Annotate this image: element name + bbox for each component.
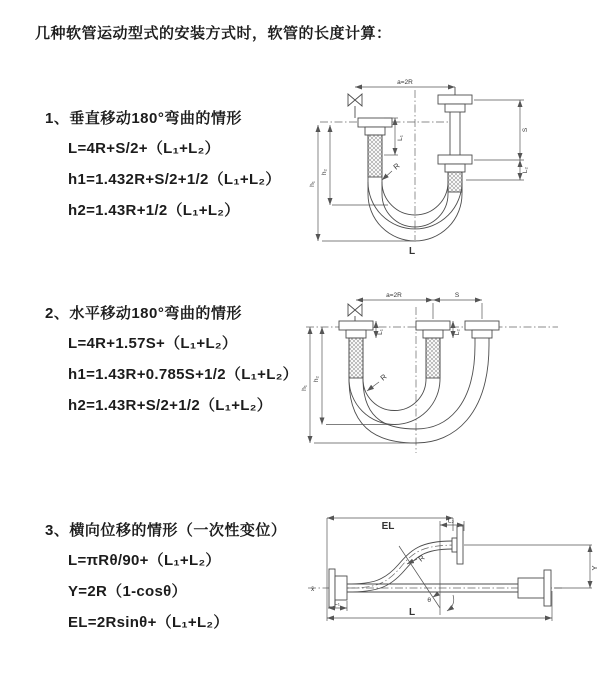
- dim-l: L: [408, 607, 416, 618]
- braided-hose-middle: [426, 338, 440, 378]
- dim-s: S: [454, 292, 460, 299]
- middle-fitting: [416, 321, 450, 330]
- right-fitting-upper: [438, 95, 472, 104]
- hose-assembly: [348, 87, 472, 241]
- dim-l2: L₂: [522, 166, 529, 174]
- diagram-lateral-displacement: [300, 505, 600, 633]
- radius-label: R: [416, 553, 427, 564]
- dim-h2: h₂: [313, 375, 320, 383]
- hose-assembly: [339, 304, 499, 443]
- dim-l1: L₁: [397, 135, 404, 141]
- hose-bend-outer: [349, 379, 440, 425]
- dim-y: Y: [590, 565, 599, 571]
- radius-label: R: [391, 161, 402, 172]
- dimension-lines: [301, 292, 482, 443]
- section-3-formula-EL: EL=2Rsinθ+（L₁+L₂）: [68, 614, 229, 631]
- dimension-lines: [309, 79, 529, 257]
- diagram-vertical-180-bend: [298, 72, 558, 262]
- right-flange-original: [544, 570, 551, 606]
- hose-bend-inner: [363, 379, 426, 411]
- left-fitting: [358, 118, 392, 127]
- hose-scurve-upper: [347, 541, 452, 584]
- dim-a-2r: a=2R: [397, 79, 413, 86]
- valve-icon: [348, 94, 362, 106]
- section-2-formula-h2: h2=1.43R+S/2+1/2（L₁+L₂）: [68, 397, 273, 414]
- section-lateral-displacement: [45, 519, 286, 642]
- braided-hose-right: [448, 172, 462, 192]
- length-label: L: [408, 246, 416, 257]
- hose-scurve-lower: [347, 549, 452, 592]
- braided-hose-left: [349, 338, 363, 378]
- dim-l2: L₂: [454, 328, 461, 336]
- section-horizontal-movement: [45, 302, 298, 425]
- section-3-formula-L: L=πRθ/90+（L₁+L₂）: [68, 552, 221, 569]
- dim-a-2r: a=2R: [386, 292, 402, 299]
- dim-s: S: [522, 127, 529, 133]
- page-title: 几种软管运动型式的安装方式时，软管的长度计算：: [35, 25, 392, 42]
- section-2-heading: 2、水平移动180°弯曲的情形: [45, 305, 242, 322]
- section-3-heading: 3、横向位移的情形（一次性变位）: [45, 522, 287, 539]
- dim-l1: L₁: [377, 329, 384, 335]
- dim-l1: L₁: [334, 600, 340, 607]
- section-3-formula-Y: Y=2R（1-cosθ）: [68, 583, 187, 600]
- section-2-formula-L: L=4R+1.57S+（L₁+L₂）: [68, 335, 238, 352]
- section-1-formula-h1: h1=1.432R+S/2+1/2（L₁+L₂）: [68, 171, 281, 188]
- valve-icon: [348, 304, 362, 316]
- dim-el: EL: [381, 521, 395, 532]
- hose-bend-moved-outer: [349, 345, 489, 443]
- dim-l2: L₂: [447, 517, 455, 525]
- dimension-lines: [311, 518, 599, 622]
- section-vertical-movement: [45, 107, 281, 230]
- right-fitting-original: [518, 578, 544, 598]
- right-fitting-lower: [438, 155, 472, 164]
- axis-mark: x̄: [311, 586, 315, 593]
- hose-bend-moved-inner: [363, 345, 475, 429]
- section-1-formula-h2: h2=1.43R+1/2（L₁+L₂）: [68, 202, 240, 219]
- braided-hose-left: [368, 135, 382, 177]
- dim-h1: h₁: [301, 385, 308, 391]
- angle-theta-label: θ: [427, 597, 431, 604]
- diagram-horizontal-180-bend: [296, 283, 571, 463]
- section-1-formula-L: L=4R+S/2+（L₁+L₂）: [68, 140, 220, 157]
- top-flange-moved: [457, 526, 463, 564]
- dim-h1: h₁: [309, 181, 316, 187]
- left-fitting: [339, 321, 373, 330]
- right-fitting-moved: [465, 321, 499, 330]
- dim-h2: h₂: [321, 168, 328, 176]
- section-1-heading: 1、垂直移动180°弯曲的情形: [45, 110, 242, 127]
- radius-label: R: [378, 372, 389, 383]
- section-2-formula-h1: h1=1.43R+0.785S+1/2（L₁+L₂）: [68, 366, 298, 383]
